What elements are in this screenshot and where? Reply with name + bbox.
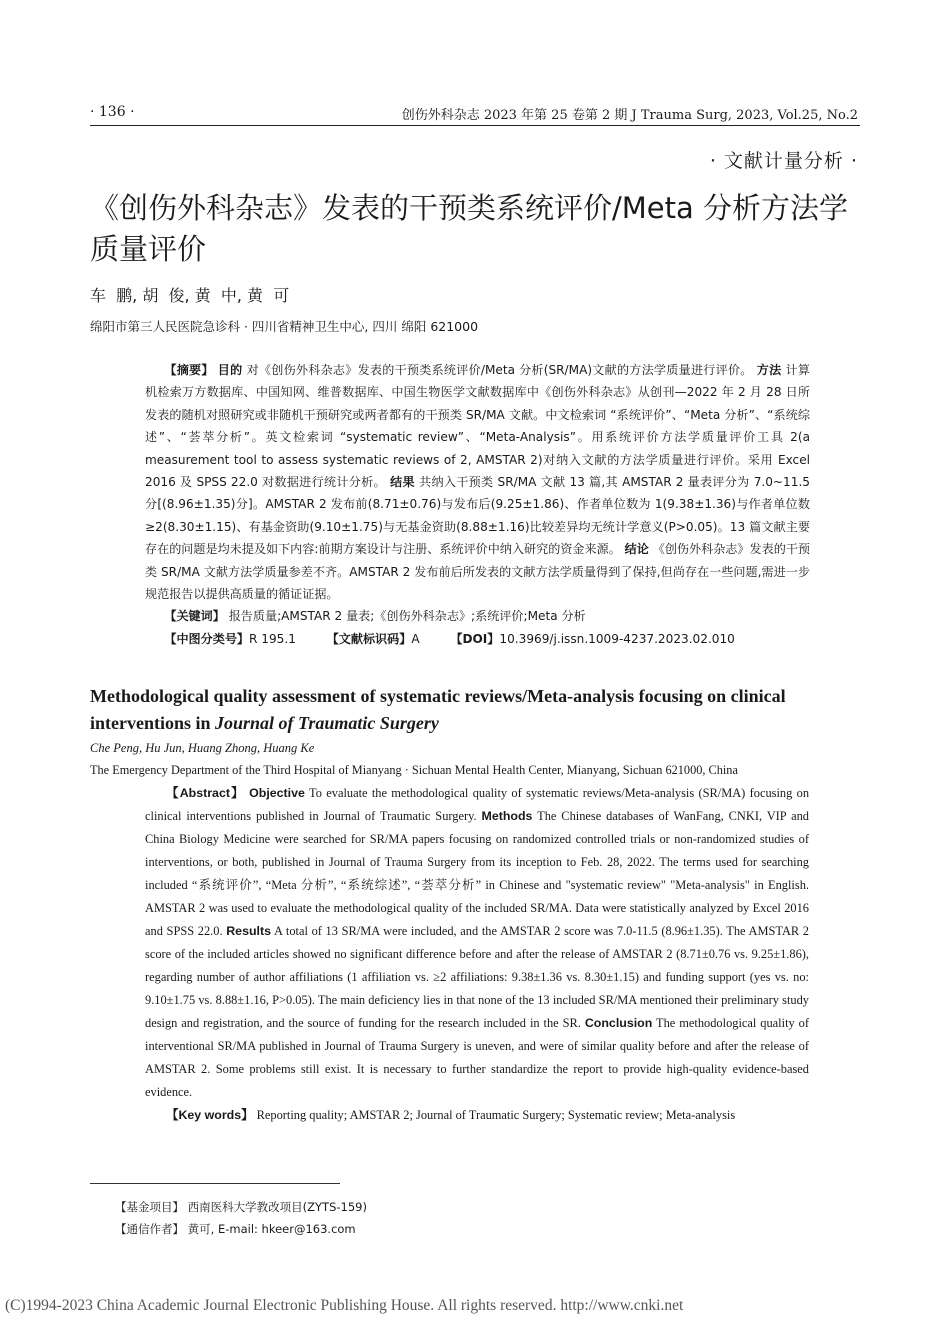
en-objective: To evaluate the methodological quality of systematic reviews/Meta-analysis (SR/MA) focusing on clinical interventions published in Journal of Traumatic Surgery.	[145, 786, 810, 823]
cn-doc-code: A	[411, 631, 420, 646]
cn-methods: 计算机检索万方数据库、中国知网、维普数据库、中国生物医学文献数据库中《创伤外科杂志》从创刊—2022 年 2 月 28 日所发表的随机对照研究或非随机干预研究或两者都有的干预类 SR/MA 文献。中文检索词 “系统评价”、“Meta 分析”、“系统综述”、“荟萃分析”。英文检索词 “systematic review”、“Meta-Analysis”。用系统评价方法学质量评价工具 2(a measurement tool to assess systematic reviews of 2, AMSTAR 2)对纳入文献的方法学质量进行评价。采用 Excel 2016 及 SPSS 22.0 对数据进行统计分析。	[145, 363, 810, 490]
fund-text: 西南医科大学教改项目(ZYTS-159)	[187, 1200, 367, 1214]
en-conclusion: The methodological quality of interventional SR/MA published in Journal of Trauma Surgery is uneven, and were of similar quality before and after the release of AMSTAR 2. Some problems still exist. It is necessary to further standardize the report to provide high-quality evidence-based evidence.	[145, 1016, 809, 1099]
cn-doi-label: 【DOI】	[450, 631, 500, 646]
en-abstract-body	[145, 782, 809, 1104]
fund-label: 【基金项目】	[115, 1200, 184, 1214]
cn-abstract	[145, 359, 810, 650]
en-affiliation: The Emergency Department of the Third Hospital of Mianyang · Sichuan Mental Health Center, Mianyang, Sichuan 621000, China	[90, 763, 738, 777]
en-abstract	[145, 782, 809, 1127]
cn-results-label: 结果	[390, 475, 415, 490]
cn-keywords-label: 【关键词】	[164, 609, 225, 624]
en-results-label: Results	[226, 924, 271, 938]
en-keywords-line	[145, 1104, 809, 1127]
en-abstract-label: 【Abstract】	[166, 786, 245, 800]
corr-text: 黄可, E-mail: hkeer@163.com	[187, 1222, 356, 1236]
en-methods-label: Methods	[481, 809, 533, 823]
section-tag: · 文献计量分析 ·	[709, 150, 858, 172]
en-keywords: Reporting quality; AMSTAR 2; Journal of Traumatic Surgery; Systematic review; Meta-analysis	[256, 1108, 736, 1122]
page-number: · 136 ·	[90, 104, 135, 120]
cn-objective-label: 目的	[217, 363, 243, 377]
cn-abstract-body	[145, 359, 810, 605]
cn-clc: R 195.1	[249, 631, 296, 646]
en-title-journal: Journal of Traumatic Surgery	[215, 713, 439, 733]
header-rule	[90, 125, 860, 126]
en-methods: The Chinese databases of WanFang, CNKI, VIP and China Biology Medicine were searched for SR/MA papers focusing on randomized controlled trials or non-randomized studies of interventions, or both, published in Journal of Trauma Surgery from its inception to Feb. 28, 2022. The terms used for searching included “系统评价”, “Meta 分析”, “系统综述”, “荟萃分析” in Chinese and "systematic review" "Meta-analysis" in English. AMSTAR 2 was used to evaluate the methodological quality of the included SR/MA. Data were statistically analyzed by Excel 2016 and SPSS 22.0.	[145, 809, 810, 938]
en-title	[90, 683, 865, 737]
cn-methods-label: 方法	[756, 363, 782, 377]
cn-classification-line	[145, 628, 810, 650]
corr-label: 【通信作者】	[115, 1222, 184, 1236]
en-conclusion-label: Conclusion	[584, 1016, 653, 1030]
en-keywords-label: 【Key words】	[166, 1108, 254, 1122]
cn-keywords-line	[145, 605, 810, 627]
cn-objective: 对《创伤外科杂志》发表的干预类系统评价/Meta 分析(SR/MA)文献的方法学质量进行评价。	[246, 363, 753, 377]
copyright-notice: (C)1994-2023 China Academic Journal Electronic Publishing House. All rights reserved. http://www.cnki.net	[5, 1297, 684, 1314]
cn-keywords: 报告质量;AMSTAR 2 量表;《创伤外科杂志》;系统评价;Meta 分析	[228, 609, 586, 624]
cn-title: 《创伤外科杂志》发表的干预类系统评价/Meta 分析方法学质量评价	[90, 191, 848, 266]
en-objective-label: Objective	[249, 786, 305, 800]
cn-doi: 10.3969/j.issn.1009-4237.2023.02.010	[499, 631, 735, 646]
cn-doc-code-label: 【文献标识码】	[326, 631, 412, 646]
cn-affiliation: 绵阳市第三人民医院急诊科 · 四川省精神卫生中心, 四川 绵阳 621000	[90, 319, 479, 334]
fund-footnote	[115, 1199, 367, 1215]
en-authors: Che Peng, Hu Jun, Huang Zhong, Huang Ke	[90, 741, 315, 755]
en-results: A total of 13 SR/MA were included, and the AMSTAR 2 score was 7.0-11.5 (8.96±1.35). The AMSTAR 2 score of the included articles showed no significant difference before and after the release of AMSTAR 2 (8.71±0.76 vs. 9.25±1.86), regarding number of author affiliations (1 affiliation vs. ≥2 affiliations: 9.38±1.36 vs. 8.30±1.15) and funding support (yes vs. no: 9.10±1.75 vs. 8.88±1.16, P>0.05). The main deficiency lies in that none of the 13 included SR/MA mentioned their preliminary study design and registration, and the source of funding for the research included in the SR.	[145, 924, 810, 1030]
cn-results: 共纳入干预类 SR/MA 文献 13 篇,其 AMSTAR 2 量表评分为 7.0~11.5 分[(8.96±1.35)分]。AMSTAR 2 发布前(8.71±0.76)与发布后(9.25±1.86)、作者单位数为 1(9.38±1.36)与作者单位数≥2(8.30±1.15)、有基金资助(9.10±1.75)与无基金资助(8.88±1.16)比较差异均无统计学意义(P>0.05)。13 篇文献主要存在的问题是均未提及如下内容:前期方案设计与注册、系统评价中纳入研究的资金来源。	[145, 475, 810, 557]
cn-conclusion: 《创伤外科杂志》发表的干预类 SR/MA 文献方法学质量参差不齐。AMSTAR 2 发布前后所发表的文献方法学质量得到了保持,但尚存在一些问题,需进一步规范报告以提供高质量的循证证据。	[145, 542, 810, 602]
cn-clc-label: 【中图分类号】	[164, 631, 250, 646]
footnote-rule	[90, 1183, 340, 1184]
cn-abstract-label: 【摘要】	[164, 363, 214, 377]
cn-conclusion-label: 结论	[624, 542, 649, 557]
cn-authors: 车 鹏, 胡 俊, 黄 中, 黄 可	[90, 286, 290, 305]
journal-citation: 创伤外科杂志 2023 年第 25 卷第 2 期 J Trauma Surg, 2023, Vol.25, No.2	[401, 108, 858, 123]
corresponding-author-footnote	[115, 1221, 356, 1237]
en-title-main: Methodological quality assessment of systematic reviews/Meta-analysis focusing on clinical interventions in	[90, 686, 786, 733]
